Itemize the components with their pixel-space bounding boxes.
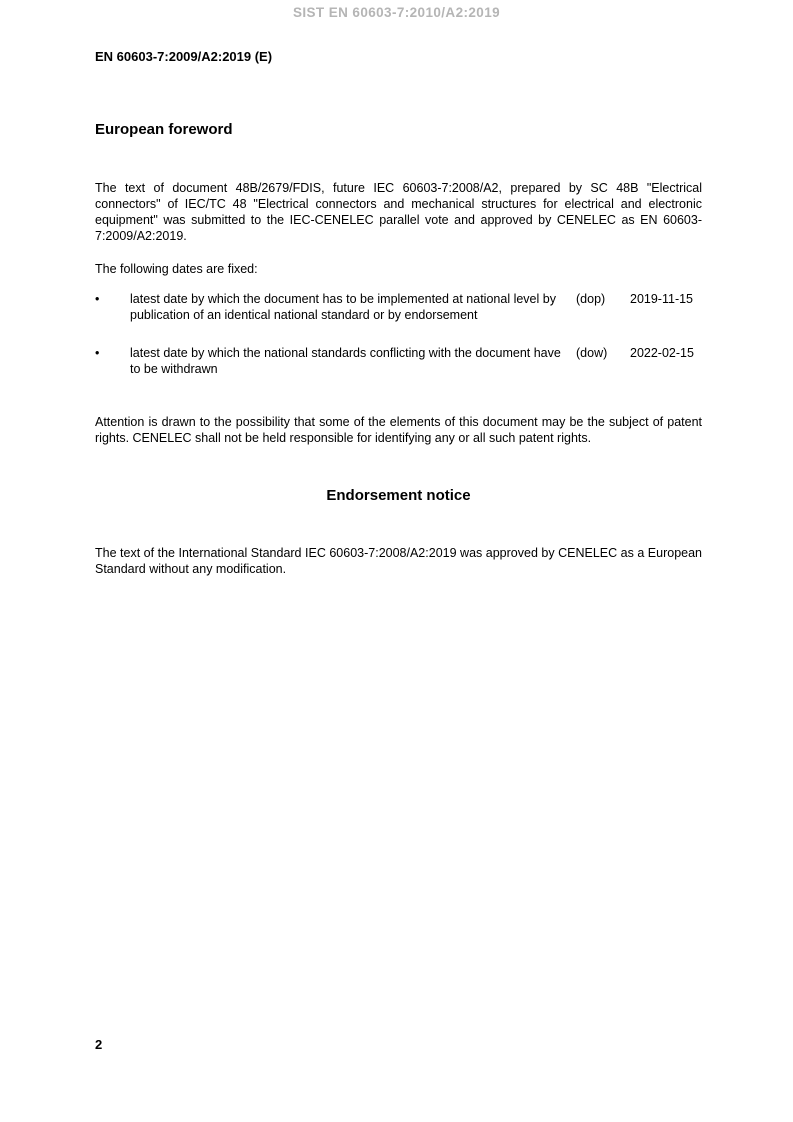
date-text: latest date by which the document has to be implemented at national level by publication of an identical national standard or by endorsement bbox=[130, 292, 556, 322]
date-item-dop bbox=[95, 291, 702, 323]
page-content bbox=[95, 0, 702, 577]
bullet-icon: • bbox=[95, 292, 100, 306]
foreword-heading: European foreword bbox=[95, 121, 233, 138]
foreword-paragraph: The text of document 48B/2679/FDIS, future IEC 60603-7:2008/A2, prepared by SC 48B "Electrical connectors" of IEC/TC 48 "Electrical connectors and mechanical structures for electrical and electronic equipment" was submitted to the IEC-CENELEC parallel vote and approved by CENELEC as EN 60603-7:2009/A2:2019. bbox=[95, 181, 702, 243]
date-value: 2019-11-15 bbox=[630, 292, 694, 306]
dates-intro: The following dates are fixed: bbox=[95, 262, 258, 276]
endorsement-paragraph: The text of the International Standard IEC 60603-7:2008/A2:2019 was approved by CENELEC as a European Standard without any modification. bbox=[95, 546, 702, 576]
date-code: (dow) bbox=[576, 346, 608, 360]
date-text: latest date by which the national standards conflicting with the document have to be withdrawn bbox=[130, 346, 561, 376]
date-code: (dop) bbox=[576, 292, 606, 306]
endorsement-heading: Endorsement notice bbox=[326, 487, 471, 504]
date-value: 2022-02-15 bbox=[630, 346, 694, 360]
page-number: 2 bbox=[95, 1037, 103, 1052]
document-reference: EN 60603-7:2009/A2:2019 (E) bbox=[95, 49, 273, 64]
date-item-dow bbox=[95, 345, 702, 377]
patent-notice-paragraph: Attention is drawn to the possibility that some of the elements of this document may be the subject of patent rights. CENELEC shall not be held responsible for identifying any or all such patent rights. bbox=[95, 415, 702, 445]
watermark: SIST EN 60603-7:2010/A2:2019 bbox=[292, 5, 501, 20]
bullet-icon: • bbox=[95, 346, 100, 360]
